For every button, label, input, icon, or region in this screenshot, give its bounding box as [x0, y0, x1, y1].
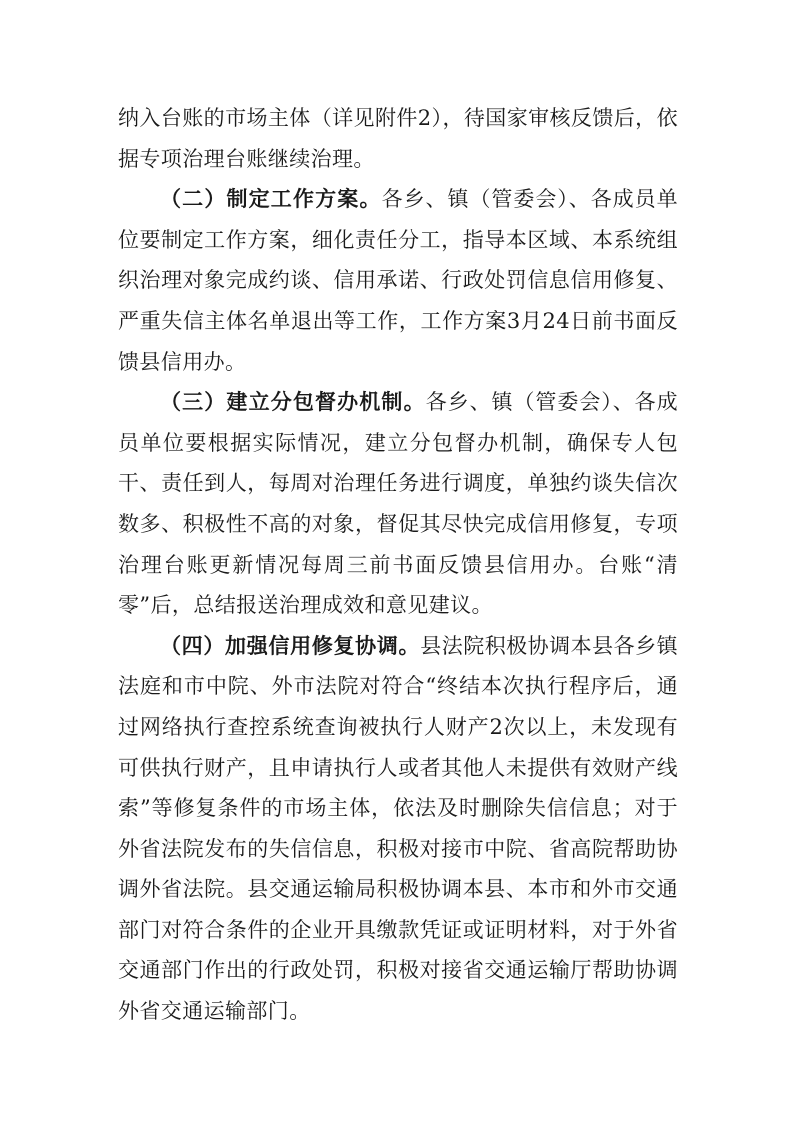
section-heading-2: （二）制定工作方案。 [160, 187, 382, 212]
document-page [118, 98, 678, 1032]
paragraph-text: 各乡、镇（管委会）、各成员单位要根据实际情况，建立分包督办机制，确保专人包干、责任到人，每周对治理任务进行调度，单独约谈失信次数多、积极性不高的对象，督促其尽快完成信用修复，专项治理台账更新情况每周三前书面反馈县信用办。台账“清零”后，总结报送治理成效和意见建议。 [118, 390, 678, 618]
paragraph-text: 县法院积极协调本县各乡镇法庭和市中院、外市法院对符合“终结本次执行程序后，通过网络执行查控系统查询被执行人财产2次以上，未发现有可供执行财产，且申请执行人或者其他人未提供有效财产线索”等修复条件的市场主体，依法及时删除失信信息；对于外省法院发布的失信信息，积极对接市中院、省高院帮助协调外省法院。县交通运输局积极协调本县、本市和外市交通部门对符合条件的企业开具缴款凭证或证明材料，对于外省交通部门作出的行政处罚，积极对接省交通运输厅帮助协调外省交通运输部门。 [118, 633, 678, 1024]
paragraph-work-plan [118, 179, 678, 382]
paragraph-text: 纳入台账的市场主体（详见附件2），待国家审核反馈后，依据专项治理台账继续治理。 [118, 106, 678, 171]
section-heading-4: （四）加强信用修复协调。 [160, 633, 421, 658]
paragraph-text: 各乡、镇（管委会）、各成员单位要制定工作方案，细化责任分工，指导本区域、本系统组织治理对象完成约谈、信用承诺、行政处罚信息信用修复、严重失信主体名单退出等工作，工作方案3月24日前书面反馈县信用办。 [118, 187, 678, 374]
paragraph-continuation [118, 98, 678, 179]
paragraph-supervision [118, 382, 678, 626]
section-heading-3: （三）建立分包督办机制。 [160, 390, 426, 415]
paragraph-credit-repair [118, 626, 678, 1032]
